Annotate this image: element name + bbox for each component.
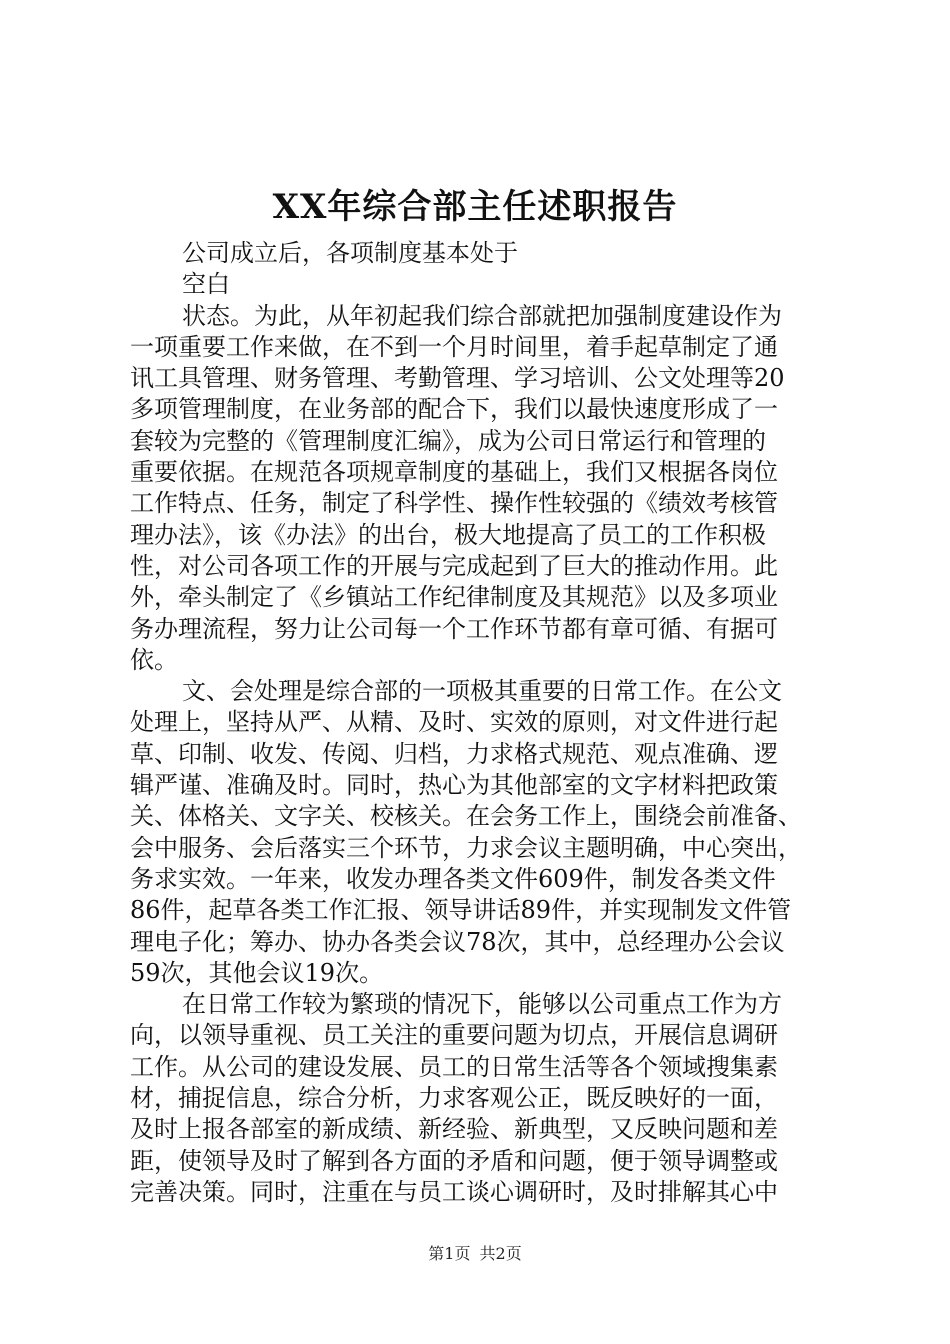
text-line: 套较为完整的《管理制度汇编》，成为公司日常运行和管理的 [130, 426, 766, 455]
text-line: 空白 [182, 270, 230, 299]
text-line: 59次，其他会议19次。 [130, 958, 384, 987]
text-line: 理办法》，该《办法》的出台，极大地提高了员工的工作积极 [130, 520, 766, 549]
text-line: 处理上，坚持从严、从精、及时、实效的原则，对文件进行起 [130, 708, 778, 737]
text-line: 文、会处理是综合部的一项极其重要的日常工作。在公文 [182, 677, 782, 706]
text-line: 讯工具管理、财务管理、考勤管理、学习培训、公文处理等20 [130, 364, 785, 393]
text-line: 在日常工作较为繁琐的情况下，能够以公司重点工作为方 [182, 990, 782, 1019]
text-line: 辑严谨、准确及时。同时，热心为其他部室的文字材料把政策 [130, 771, 778, 800]
document-title: XX年综合部主任述职报告 [272, 187, 678, 227]
text-line: 及时上报各部室的新成绩、新经验、新典型，又反映问题和差 [130, 1115, 778, 1144]
text-line: 工作。从公司的建设发展、员工的日常生活等各个领域搜集素 [130, 1052, 778, 1081]
text-line: 草、印制、收发、传阅、归档，力求格式规范、观点准确、逻 [130, 739, 778, 768]
text-line: 材，捕捉信息，综合分析，力求客观公正，既反映好的一面， [130, 1084, 778, 1113]
text-line: 务办理流程，努力让公司每一个工作环节都有章可循、有据可 [130, 614, 778, 643]
text-line: 依。 [130, 645, 178, 674]
text-line: 重要依据。在规范各项规章制度的基础上，我们又根据各岗位 [130, 458, 778, 487]
text-line: 完善决策。同时，注重在与员工谈心调研时，及时排解其心中 [130, 1177, 778, 1206]
text-line: 距，使领导及时了解到各方面的矛盾和问题，便于领导调整或 [130, 1146, 778, 1175]
text-line: 公司成立后，各项制度基本处于 [182, 239, 518, 267]
page-total: 共2页 [479, 1244, 522, 1263]
text-line: 理电子化；筹办、协办各类会议78次，其中，总经理办公会议 [130, 927, 785, 956]
text-line: 会中服务、会后落实三个环节，力求会议主题明确，中心突出， [130, 833, 802, 862]
text-line: 关、体格关、文字关、校核关。在会务工作上，围绕会前准备、 [130, 802, 802, 831]
text-line: 务求实效。一年来，收发办理各类文件609件，制发各类文件 [130, 864, 776, 893]
text-line: 工作特点、任务，制定了科学性、操作性较强的《绩效考核管 [130, 489, 778, 518]
document-body [130, 238, 830, 1208]
text-line: 一项重要工作来做，在不到一个月时间里，着手起草制定了通 [130, 332, 778, 361]
text-line: 86件，起草各类工作汇报、领导讲话89件，并实现制发文件管 [130, 896, 792, 925]
text-line: 向，以领导重视、员工关注的重要问题为切点，开展信息调研 [130, 1021, 778, 1050]
text-line: 多项管理制度，在业务部的配合下，我们以最快速度形成了一 [130, 395, 778, 424]
page-footer [0, 1243, 950, 1265]
text-line: 状态。为此，从年初起我们综合部就把加强制度建设作为 [182, 301, 782, 330]
page-number: 第1页 [428, 1244, 471, 1263]
text-line: 性，对公司各项工作的开展与完成起到了巨大的推动作用。此 [130, 551, 778, 580]
text-line: 外，牵头制定了《乡镇站工作纪律制度及其规范》以及多项业 [130, 583, 778, 612]
